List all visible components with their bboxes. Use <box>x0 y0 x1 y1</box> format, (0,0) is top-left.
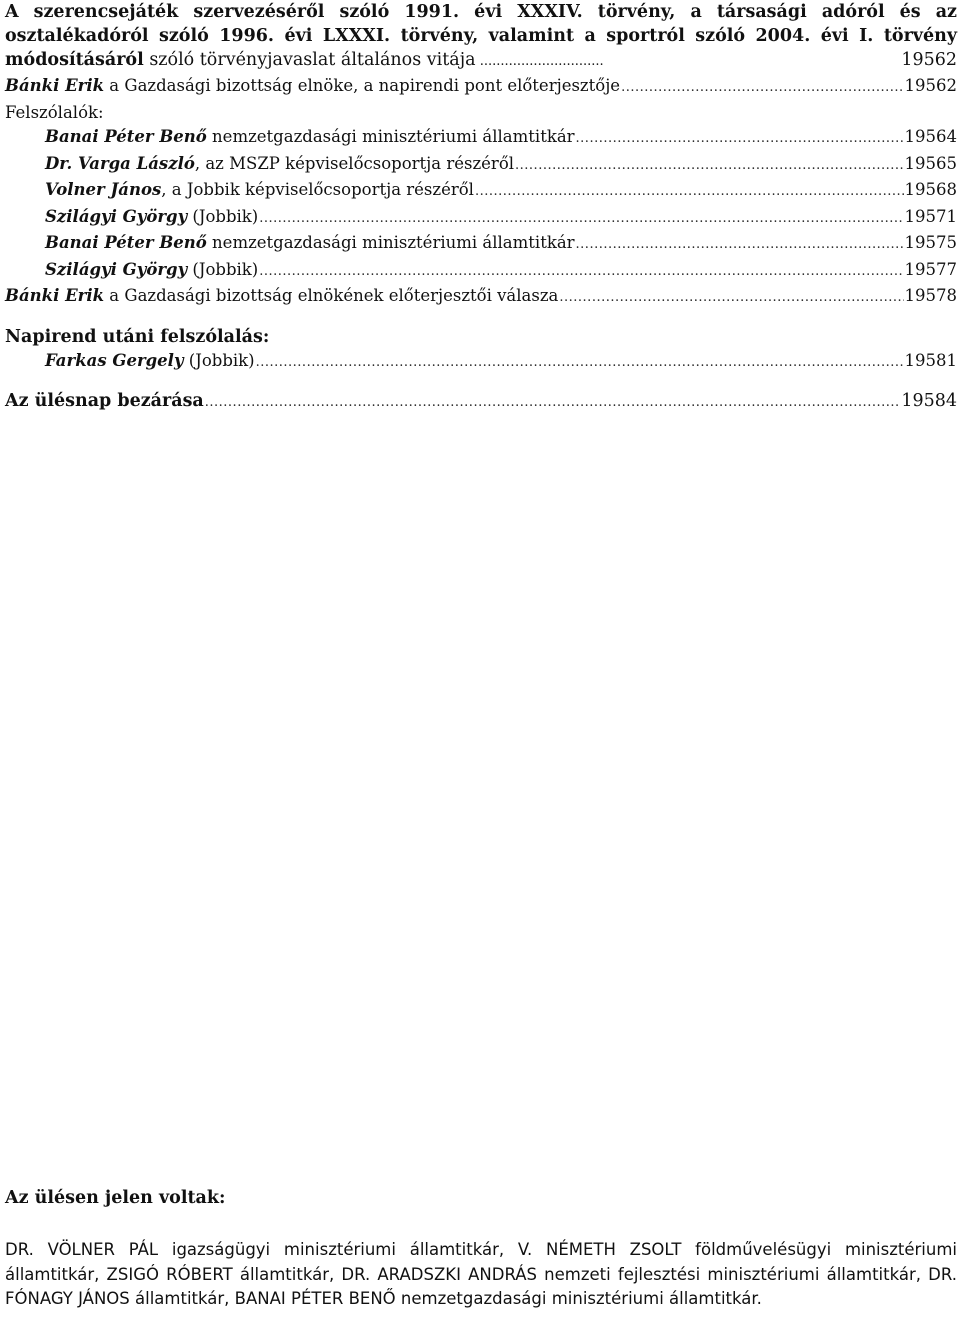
speaker-text: (Jobbik) <box>187 206 259 226</box>
dot-leader <box>259 260 903 285</box>
speaker-text: , az MSZP képviselőcsoportja részéről <box>194 153 515 173</box>
speaker-row <box>5 205 957 232</box>
after-agenda-page: 19581 <box>904 350 957 370</box>
speaker-entry <box>45 231 575 256</box>
dot-leader <box>559 286 903 311</box>
closing-reply-entry <box>5 284 558 309</box>
speaker-page: 19571 <box>904 206 957 226</box>
session-close-row <box>5 389 957 416</box>
speaker-page: 19575 <box>904 233 957 252</box>
after-agenda-row <box>5 349 957 376</box>
presenter-page: 19562 <box>904 76 957 95</box>
speaker-entry <box>45 178 474 203</box>
dot-leader <box>621 76 903 101</box>
presenter-text: a Gazdasági bizottság elnöke, a napirendi pont előterjesztője <box>104 76 621 95</box>
dot-leader <box>259 207 903 232</box>
presenter-name: Bánki Erik <box>5 76 105 95</box>
agenda-title-leader: .............................. <box>475 54 604 69</box>
speaker-page: 19564 <box>904 127 957 146</box>
dot-leader <box>576 127 904 152</box>
speaker-page: 19568 <box>904 180 957 199</box>
speaker-name: Banai Péter Benő <box>45 127 207 146</box>
dot-leader <box>515 154 903 179</box>
speaker-name: Szilágyi György <box>45 206 188 226</box>
presenter-entry <box>5 74 620 99</box>
closing-reply-name: Bánki Erik <box>5 286 105 305</box>
speaker-page: 19565 <box>904 153 957 173</box>
agenda-title-page: 19562 <box>901 50 957 70</box>
after-agenda-text: (Jobbik) <box>183 350 255 370</box>
agenda-title <box>5 0 957 74</box>
session-close-label: Az ülésnap bezárása <box>5 391 204 411</box>
speaker-row <box>5 178 957 205</box>
speaker-name: Volner János <box>45 180 162 199</box>
agenda-section <box>5 0 957 416</box>
speaker-row <box>5 125 957 152</box>
speaker-entry <box>45 125 575 150</box>
speaker-page: 19577 <box>904 259 957 279</box>
dot-leader <box>475 180 904 205</box>
after-agenda-name: Farkas Gergely <box>45 350 184 370</box>
speaker-name: Banai Péter Benő <box>45 233 207 252</box>
speaker-entry <box>45 205 258 230</box>
speakers-label: Felszólalók: <box>5 102 104 122</box>
agenda-title-bold: A szerencsejáték szervezéséről szóló 1991. évi XXXIV. törvény, a társasági adóról és az osztalékadóról szóló 1996. évi LXXXI. törvény, valamint a sportról szóló 2004. évi I. törvény módosításáról <box>5 2 957 70</box>
dot-leader <box>256 351 904 376</box>
agenda-title-normal: szóló törvényjavaslat általános vitája <box>143 50 476 70</box>
speaker-row <box>5 152 957 179</box>
speaker-text: , a Jobbik képviselőcsoportja részéről <box>161 180 474 199</box>
after-agenda-entry <box>45 349 255 374</box>
attendance-section <box>5 1186 957 1312</box>
speaker-name: Dr. Varga László <box>45 153 195 173</box>
attendance-text: DR. VÖLNER PÁL igazságügyi minisztériumi államtitkár, V. NÉMETH ZSOLT földművelésügyi minisztériumi államtitkár, ZSIGÓ RÓBERT államtitkár, DR. ARADSZKI ANDRÁS nemzeti fejlesztési minisztériumi államtitkár, DR. FÓNAGY JÁNOS államtitkár, BANAI PÉTER BENŐ nemzetgazdasági minisztériumi államtitkár. <box>5 1240 957 1308</box>
attendance-heading: Az ülésen jelen voltak: <box>5 1188 226 1208</box>
speaker-row <box>5 258 957 285</box>
closing-reply-row <box>5 284 957 311</box>
speaker-name: Szilágyi György <box>45 259 188 279</box>
closing-reply-text: a Gazdasági bizottság elnökének előterjesztői válasza <box>104 286 559 305</box>
dot-leader <box>205 391 901 416</box>
speaker-text: nemzetgazdasági minisztériumi államtitkár <box>206 233 575 252</box>
presenter-row <box>5 74 957 101</box>
session-close-page: 19584 <box>901 391 957 411</box>
speaker-row <box>5 231 957 258</box>
speaker-entry <box>45 152 514 177</box>
dot-leader <box>576 233 904 258</box>
after-agenda-heading: Napirend utáni felszólalás: <box>5 326 270 347</box>
speaker-text: nemzetgazdasági minisztériumi államtitkár <box>206 127 575 146</box>
closing-reply-page: 19578 <box>904 286 957 305</box>
speaker-text: (Jobbik) <box>187 259 259 279</box>
speaker-entry <box>45 258 258 283</box>
